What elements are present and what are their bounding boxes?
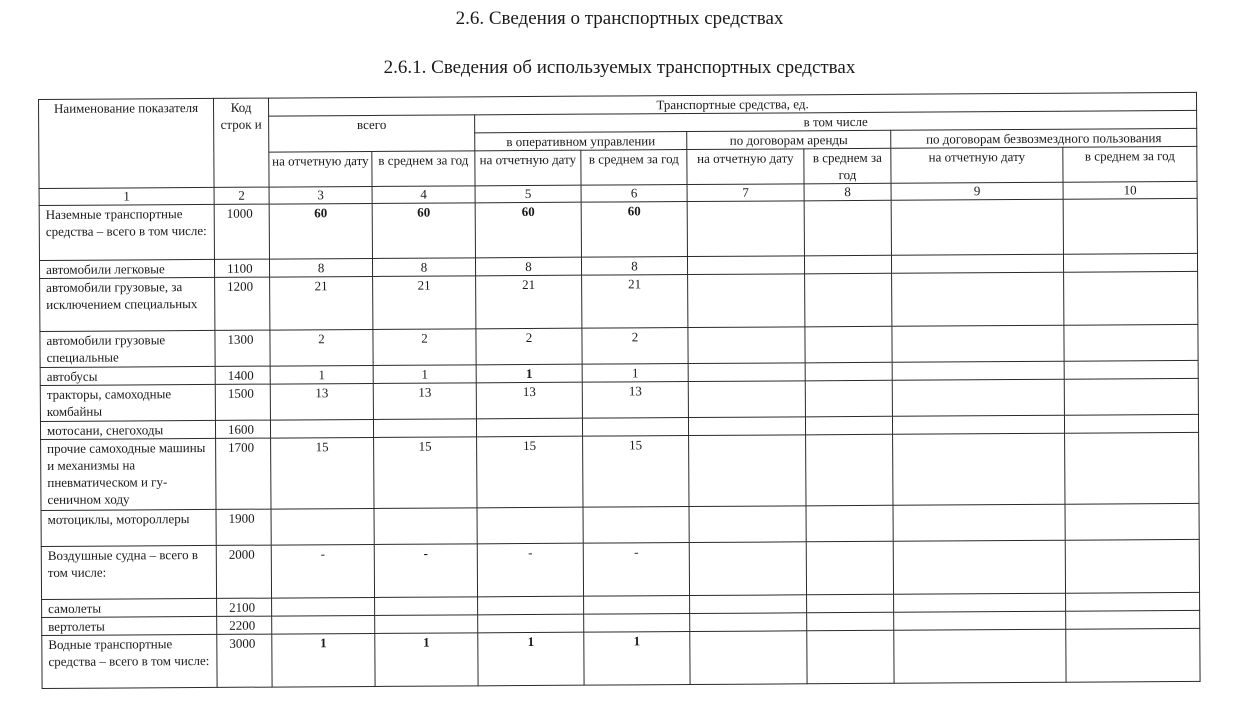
cell-value	[1064, 378, 1198, 415]
cell-value	[476, 418, 582, 437]
header-sub: в среднем за год	[1063, 146, 1197, 182]
cell-value	[688, 327, 805, 364]
cell-value	[375, 597, 478, 616]
cell-value	[805, 380, 892, 417]
cell-value	[374, 508, 477, 545]
cell-value	[584, 614, 690, 633]
cell-value	[894, 593, 1066, 612]
table-row	[39, 198, 1197, 260]
cell-value: -	[374, 544, 477, 598]
cell-value: 15	[477, 436, 583, 508]
cell-value	[806, 434, 893, 506]
cell-value	[688, 417, 805, 436]
cell-value	[805, 362, 892, 381]
cell-value	[1066, 628, 1200, 682]
row-code: 1700	[216, 438, 271, 509]
cell-value: -	[477, 543, 583, 597]
header-sub: в среднем за год	[804, 148, 891, 184]
cell-value	[804, 200, 891, 256]
row-code: 1200	[215, 277, 270, 330]
cell-value: 2	[373, 329, 476, 366]
cell-value: 15	[374, 437, 477, 509]
cell-value	[690, 595, 807, 614]
cell-value: 1	[584, 632, 690, 686]
cell-value: 21	[373, 276, 476, 330]
cell-value	[894, 629, 1066, 683]
header-vehicles: Транспортные средства, ед.	[268, 92, 1196, 116]
row-code: 1400	[215, 366, 270, 384]
row-name: мотосани, снегоходы	[40, 420, 215, 439]
cell-value	[1063, 198, 1197, 254]
cell-value	[690, 613, 807, 632]
row-name: Водные транспортные средства – всего в том числе:	[42, 634, 217, 688]
cell-value	[1064, 360, 1198, 379]
column-number: 5	[475, 185, 581, 203]
cell-value	[272, 615, 375, 634]
row-code: 1300	[215, 330, 270, 366]
cell-value: 1	[582, 364, 688, 383]
table-row	[42, 628, 1200, 688]
row-code: 1000	[214, 204, 269, 259]
header-lease: по договорам аренды	[687, 130, 891, 149]
header-sub: на отчетную дату	[269, 151, 372, 187]
column-number: 10	[1063, 181, 1197, 199]
cell-value: 60	[269, 203, 372, 259]
cell-value	[688, 274, 805, 328]
row-name: автобусы	[40, 366, 215, 385]
cell-value	[892, 272, 1064, 326]
cell-value	[1063, 253, 1197, 272]
column-number: 2	[214, 187, 269, 204]
cell-value	[891, 199, 1063, 255]
cell-value	[893, 504, 1065, 541]
row-code: 3000	[217, 634, 272, 687]
cell-value	[1064, 414, 1198, 433]
cell-value	[891, 254, 1063, 273]
row-code: 1500	[215, 384, 270, 420]
table-row	[41, 432, 1199, 510]
column-number: 1	[39, 187, 214, 205]
cell-value	[806, 505, 893, 542]
cell-value	[270, 419, 373, 438]
cell-value: 60	[372, 203, 475, 259]
cell-value	[807, 594, 894, 613]
cell-value: 13	[476, 382, 582, 419]
row-name: вертолеты	[42, 616, 217, 635]
header-sub: на отчетную дату	[891, 147, 1063, 183]
cell-value: 13	[582, 382, 688, 419]
cell-value	[805, 326, 892, 363]
row-code: 2000	[216, 545, 271, 598]
row-name: автомобили грузовые, за исключением специальных	[40, 277, 215, 331]
column-number: 6	[581, 185, 687, 203]
cell-value	[1066, 610, 1200, 629]
header-sub: на отчетную дату	[475, 150, 581, 186]
cell-value	[892, 415, 1064, 434]
cell-value	[893, 540, 1065, 594]
vehicles-table	[38, 92, 1201, 689]
header-free-use: по договорам безвозмездного пользования	[891, 128, 1197, 148]
header-including: в том числе	[475, 110, 1197, 132]
cell-value	[375, 615, 478, 634]
header-operational: в оперативном управлении	[475, 132, 687, 151]
cell-value: 8	[372, 258, 475, 277]
cell-value: 60	[581, 202, 687, 258]
row-name: Наземные транспортные средства – всего в том числе:	[39, 204, 214, 260]
subsection-title: 2.6.1. Сведения об используемых транспортных средствах	[383, 57, 856, 78]
row-code: 1100	[214, 259, 269, 277]
cell-value	[1065, 503, 1199, 540]
column-number: 7	[687, 184, 804, 202]
cell-value	[690, 631, 807, 685]
header-sub: на отчетную дату	[687, 149, 804, 185]
cell-value	[373, 419, 476, 438]
cell-value: 1	[478, 632, 584, 686]
row-code: 2100	[217, 598, 272, 616]
cell-value	[892, 379, 1064, 416]
table-row	[41, 539, 1199, 599]
cell-value: 2	[270, 329, 373, 366]
cell-value	[805, 416, 892, 435]
cell-value: 1	[270, 365, 373, 384]
cell-value	[1064, 271, 1198, 325]
row-name: тракторы, самоходные комбайны	[40, 384, 215, 421]
row-name: Воздушные судна – всего в том числе:	[41, 545, 216, 599]
cell-value	[689, 506, 806, 543]
cell-value	[806, 541, 893, 595]
cell-value	[807, 612, 894, 631]
cell-value	[271, 508, 374, 545]
cell-value: 1	[272, 633, 375, 687]
cell-value: 1	[476, 364, 582, 383]
cell-value	[689, 435, 806, 507]
cell-value	[688, 381, 805, 418]
cell-value	[583, 507, 689, 544]
cell-value: -	[583, 543, 689, 597]
cell-value	[892, 325, 1064, 362]
table-row	[40, 271, 1198, 331]
cell-value	[477, 507, 583, 544]
header-total: всего	[269, 115, 475, 152]
cell-value	[688, 363, 805, 382]
cell-value	[687, 201, 804, 257]
cell-value: 13	[270, 383, 373, 420]
cell-value: 8	[475, 257, 581, 276]
cell-value	[687, 256, 804, 275]
cell-value: 8	[269, 258, 372, 277]
row-code: 1600	[215, 420, 270, 438]
cell-value	[893, 433, 1065, 505]
header-sub: в среднем за год	[372, 151, 475, 187]
cell-value	[892, 361, 1064, 380]
column-number: 8	[804, 183, 891, 201]
row-name: мотоциклы, мотороллеры	[41, 509, 216, 546]
row-name: автомобили легковые	[39, 259, 214, 278]
cell-value	[1065, 539, 1199, 593]
column-number: 4	[372, 186, 475, 204]
vehicles-table-wrapper	[38, 92, 1200, 689]
cell-value: 21	[270, 276, 373, 330]
cell-value	[689, 542, 806, 596]
cell-value: -	[271, 544, 374, 598]
cell-value	[272, 597, 375, 616]
cell-value	[894, 611, 1066, 630]
column-number: 3	[269, 186, 372, 204]
row-name: прочие самоходные машины и механизмы на пневматическом и гу-сеничном ходу	[41, 438, 216, 510]
cell-value	[805, 273, 892, 327]
row-code: 2200	[217, 616, 272, 634]
cell-value	[804, 255, 891, 274]
cell-value: 15	[583, 436, 689, 508]
cell-value: 2	[582, 328, 688, 365]
cell-value	[807, 630, 894, 684]
cell-value	[1064, 324, 1198, 361]
cell-value: 60	[475, 202, 581, 258]
cell-value: 15	[271, 437, 374, 509]
row-code: 1900	[216, 509, 271, 545]
row-name: самолеты	[42, 598, 217, 617]
cell-value	[584, 596, 690, 615]
cell-value: 1	[375, 633, 478, 687]
section-title: 2.6. Сведения о транспортных средствах	[455, 8, 784, 29]
header-sub: в среднем за год	[581, 150, 687, 186]
cell-value: 2	[476, 328, 582, 365]
cell-value: 21	[582, 275, 688, 329]
column-number: 9	[891, 182, 1063, 200]
cell-value: 21	[476, 275, 582, 329]
cell-value	[1066, 592, 1200, 611]
cell-value: 13	[373, 383, 476, 420]
cell-value	[1065, 432, 1199, 504]
cell-value: 1	[373, 365, 476, 384]
header-name: Наименование показателя	[39, 98, 215, 188]
row-name: автомобили грузовые специальные	[40, 330, 215, 367]
cell-value	[582, 418, 688, 437]
cell-value: 8	[581, 257, 687, 276]
cell-value	[478, 614, 584, 633]
cell-value	[478, 596, 584, 615]
header-code: Код строк и	[213, 98, 269, 187]
